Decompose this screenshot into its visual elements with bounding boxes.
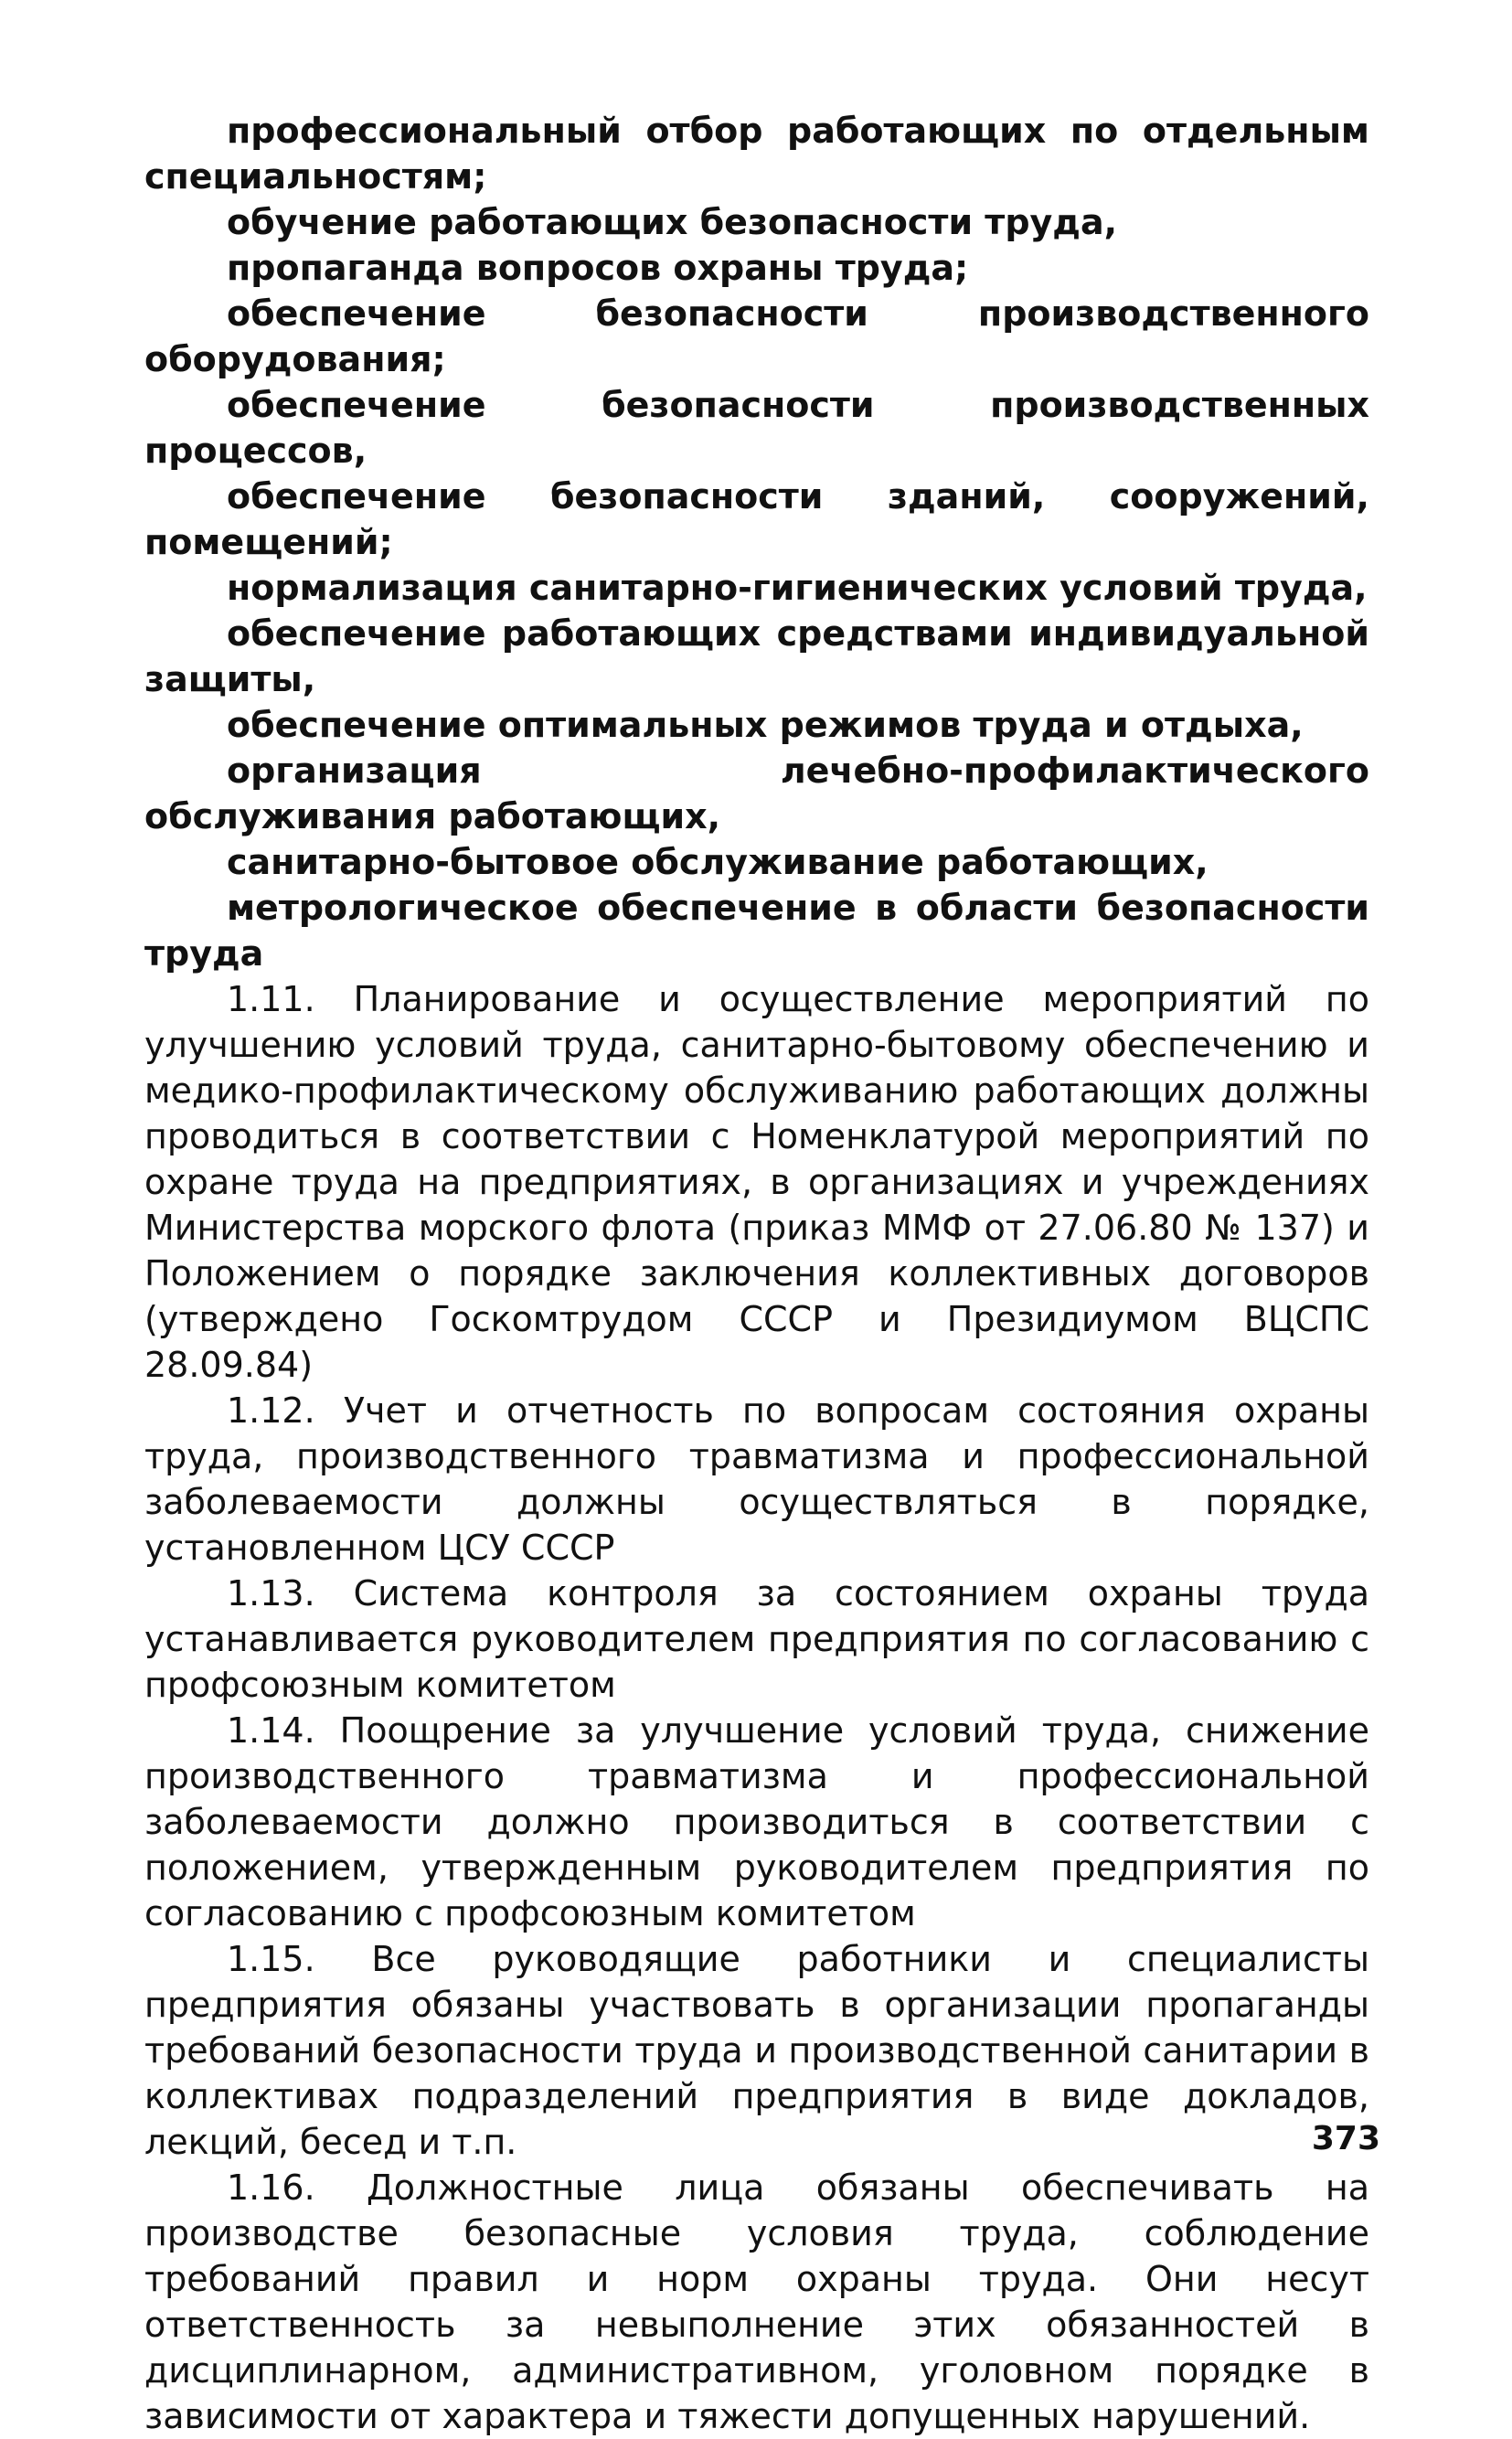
list-item: обучение работающих безопасности труда,: [227, 202, 1118, 242]
list-item: нормализация санитарно-гигиенических условий труда,: [227, 568, 1368, 608]
list-item: обеспечение безопасности производственного оборудования;: [144, 293, 1369, 379]
section-1-12: 1.12. Учет и отчетность по вопросам состояния охраны труда, производственного травматизма и профессиональной заболеваемости должны осуществляться в порядке, установленном ЦСУ СССР: [144, 1390, 1369, 1568]
list-item: пропаганда вопросов охраны труда;: [227, 248, 969, 288]
document-page: [144, 108, 1369, 2439]
section-1-14: 1.14. Поощрение за улучшение условий труда, снижение производственного травматизма и профессиональной заболеваемости должно производиться в соответствии с положением, утвержденным руководителем предприятия по согласованию с профсоюзным комитетом: [144, 1710, 1369, 1933]
safety-measures-list: [144, 108, 1369, 976]
list-item: обеспечение работающих средствами индивидуальной защиты,: [144, 613, 1369, 699]
page-number: 373: [1311, 2120, 1380, 2157]
list-item: метрологическое обеспечение в области безопасности труда: [144, 888, 1369, 974]
section-1-13: 1.13. Система контроля за состоянием охраны труда устанавливается руководителем предприятия по согласованию с профсоюзным комитетом: [144, 1573, 1369, 1705]
list-item: обеспечение безопасности зданий, сооружений, помещений;: [144, 476, 1369, 562]
section-1-16: 1.16. Должностные лица обязаны обеспечивать на производстве безопасные условия труда, соблюдение требований правил и норм охраны труда. Они несут ответственность за невыполнение этих обязанностей в дисциплинарном, административном, уголовном порядке в зависимости от характера и тяжести допущенных нарушений.: [144, 2167, 1369, 2436]
list-item: обеспечение безопасности производственных процессов,: [144, 385, 1369, 471]
list-item: организация лечебно-профилактического обслуживания работающих,: [144, 751, 1369, 836]
section-1-15: 1.15. Все руководящие работники и специалисты предприятия обязаны участвовать в организации пропаганды требований безопасности труда и производственной санитарии в коллективах подразделений предприятия в виде докладов, лекций, бесед и т.п.: [144, 1939, 1369, 2162]
list-item: санитарно-бытовое обслуживание работающих,: [227, 842, 1209, 882]
numbered-sections: [144, 976, 1369, 2439]
list-item: профессиональный отбор работающих по отдельным специальностям;: [144, 111, 1369, 197]
section-1-11: 1.11. Планирование и осуществление мероприятий по улучшению условий труда, санитарно-бытовому обеспечению и медико-профилактическому обслуживанию работающих должны проводиться в соответствии с Номенклатурой мероприятий по охране труда на предприятиях, в организациях и учреждениях Министерства морского флота (приказ ММФ от 27.06.80 № 137) и Положением о порядке заключения коллективных договоров (утверждено Госкомтрудом СССР и Президиумом ВЦСПС 28.09.84): [144, 979, 1369, 1385]
list-item: обеспечение оптимальных режимов труда и отдыха,: [227, 705, 1304, 745]
